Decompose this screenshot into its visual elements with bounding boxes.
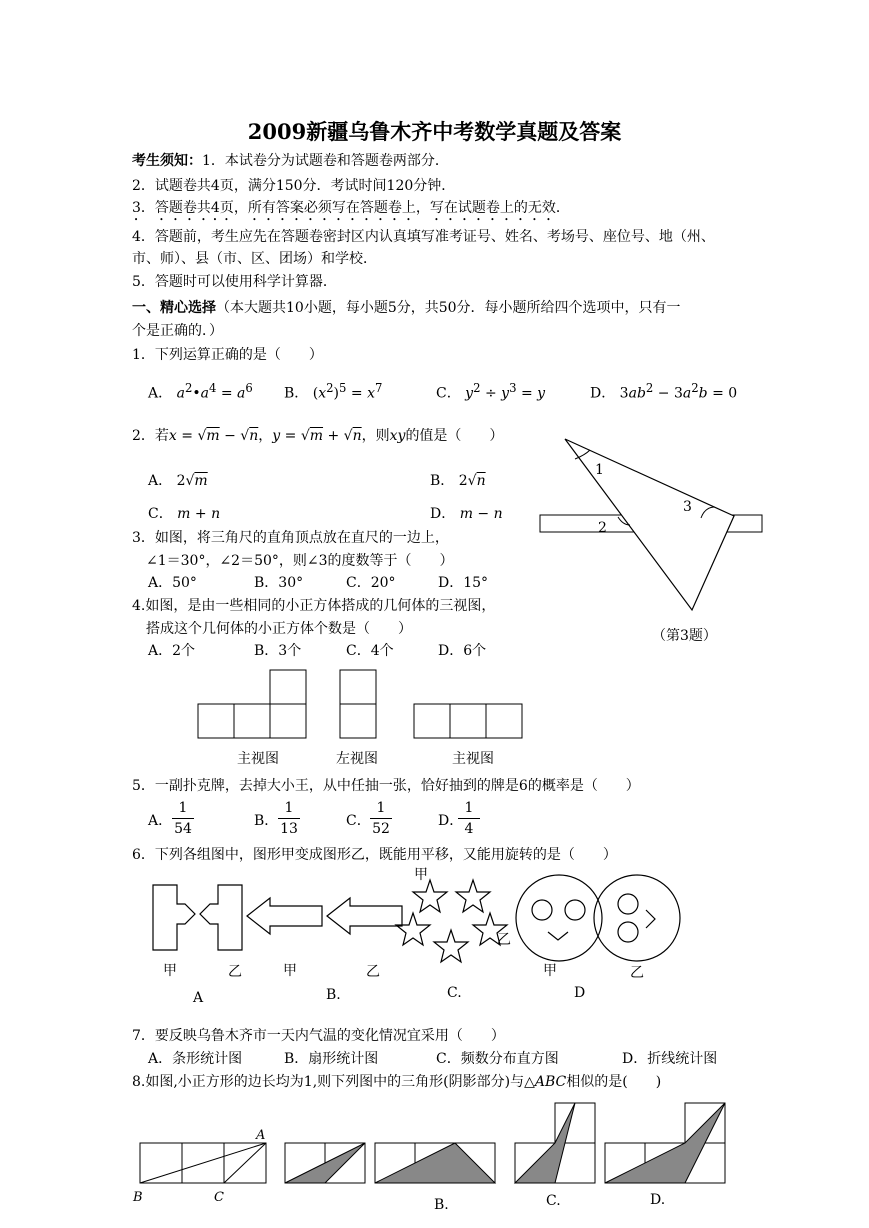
q4-option-d: D．6个 xyxy=(438,643,487,659)
section1-line: 一、精心选择（本大题共10小题，每小题5分，共50分．每小题所给四个选项中，只有一 xyxy=(132,300,681,316)
q4-view-front: 主视图 xyxy=(237,751,279,767)
section1-line-2: 个是正确的．） xyxy=(132,323,223,339)
q5-option-a: A． xyxy=(148,813,173,829)
q3-label-2: 2 xyxy=(598,520,607,536)
q1-option-b: B． $(x^2)^5 = x^7$ xyxy=(284,381,383,402)
q6-d-jia: 甲 xyxy=(543,963,557,979)
q3-option-c: C．20° xyxy=(346,575,396,591)
notice-line-2: 2．试题卷共4页，满分150分．考试时间120分钟． xyxy=(132,178,456,194)
q3-caption: （第3题） xyxy=(652,628,717,644)
q5-option-b: B． xyxy=(254,813,279,829)
q1-option-d: D． $3ab^2 - 3a^2b = 0$ xyxy=(590,381,738,402)
q3-line-1: 3．如图，将三角尺的直角顶点放在直尺的一边上， xyxy=(132,530,449,546)
notice-label: 考生须知： xyxy=(132,153,202,169)
q8-option-b: B. xyxy=(434,1197,449,1213)
notice-line-3: 3．答题卷共4页，所有答案必须写在答题卷上，写在试题卷上的无效． xyxy=(132,200,570,216)
q2-option-b: B． 2√n xyxy=(430,473,486,489)
q8-point-c: C xyxy=(214,1190,224,1205)
q5-frac-a: 1 54 xyxy=(170,799,196,838)
q4-line-1: 4.如图，是由一些相同的小正方体搭成的几何体的三视图， xyxy=(132,598,496,614)
q3-option-b: B．30° xyxy=(254,575,304,591)
q2-option-a: A． 2√m xyxy=(148,473,208,489)
q4-view-top: 主视图 xyxy=(452,751,494,767)
q6-c-jia: 甲 xyxy=(414,867,428,883)
q8-point-b: B xyxy=(133,1190,143,1205)
q6-b-yi: 乙 xyxy=(366,964,380,980)
q1-option-c: C． $y^2 \div y^3 = y$ xyxy=(436,381,546,402)
q3-label-3: 3 xyxy=(683,499,692,515)
q6-option-c: C. xyxy=(447,985,462,1001)
q6-a-yi: 乙 xyxy=(228,964,242,980)
q7-option-d: D．折线统计图 xyxy=(622,1051,718,1067)
q7-option-a: A．条形统计图 xyxy=(148,1051,243,1067)
q6-stem: 6．下列各组图中，图形甲变成图形乙，既能用平移，又能用旋转的是（ ） xyxy=(132,847,617,863)
q4-views-figure xyxy=(195,666,525,741)
q1-option-a: A． $a^2•a^4 = a^6$ xyxy=(148,381,253,402)
q8-point-a: A xyxy=(256,1128,266,1143)
q6-a-jia: 甲 xyxy=(163,963,177,979)
q5-option-c: C． xyxy=(346,813,371,829)
q5-frac-d: 1 4 xyxy=(456,799,482,838)
q7-option-c: C．频数分布直方图 xyxy=(436,1051,559,1067)
q4-option-a: A．2个 xyxy=(148,643,196,659)
q4-option-b: B．3个 xyxy=(254,643,302,659)
notice-line-1: 考生须知：1．本试卷分为试题卷和答题卷两部分． xyxy=(132,153,449,169)
q2-option-c: C． m + n xyxy=(148,506,221,522)
notice-line-4: 4．答题前，考生应先在答题卷密封区内认真填写准考证号、姓名、考场号、座位号、地（州、 xyxy=(132,229,715,245)
notice-line-5: 市、师）、县（市、区、团场）和学校． xyxy=(132,251,377,267)
notice-line-6: 5．答题时可以使用科学计算器． xyxy=(132,274,337,290)
q8-stem: 8.如图,小正方形的边长均为1,则下列图中的三角形(阴影部分)与△ABC相似的是( ) xyxy=(132,1074,662,1090)
q8-option-d: D. xyxy=(650,1192,666,1208)
q3-figure xyxy=(535,435,770,615)
q8-option-c: C. xyxy=(546,1193,561,1209)
q2-option-d: D． m − n xyxy=(430,506,503,522)
q5-option-d: D． xyxy=(438,813,464,829)
q6-d-yi: 乙 xyxy=(630,965,644,981)
page-title: 2009新疆乌鲁木齐中考数学真题及答案 xyxy=(247,119,622,144)
q4-view-left: 左视图 xyxy=(336,751,378,767)
q3-line-2: ∠1＝30°，∠2＝50°，则∠3的度数等于（ ） xyxy=(146,553,454,569)
q2-stem: 2．若x = √m − √n，y = √m + √n，则xy的值是（ ） xyxy=(132,428,504,444)
q5-frac-b: 1 13 xyxy=(276,799,302,838)
q6-option-a: A xyxy=(193,990,204,1006)
q6-option-b: B. xyxy=(326,987,341,1003)
q3-option-d: D．15° xyxy=(438,575,489,591)
q7-stem: 7．要反映乌鲁木齐市一天内气温的变化情况宜采用（ ） xyxy=(132,1028,505,1044)
q4-option-c: C．4个 xyxy=(346,643,394,659)
q5-stem: 5．一副扑克牌，去掉大小王，从中任抽一张，恰好抽到的牌是6的概率是（ ） xyxy=(132,778,640,794)
q3-option-a: A．50° xyxy=(148,575,197,591)
q6-c-yi: 乙 xyxy=(497,932,511,948)
q4-line-2: 搭成这个几何体的小正方体个数是（ ） xyxy=(146,621,412,637)
q5-frac-c: 1 52 xyxy=(368,799,394,838)
q1-stem: 1．下列运算正确的是（ ） xyxy=(132,347,323,363)
q8-figures xyxy=(135,1098,735,1193)
q3-label-1: 1 xyxy=(595,462,604,478)
q7-option-b: B．扇形统计图 xyxy=(284,1051,379,1067)
q6-option-d: D xyxy=(574,985,586,1001)
q6-b-jia: 甲 xyxy=(283,963,297,979)
